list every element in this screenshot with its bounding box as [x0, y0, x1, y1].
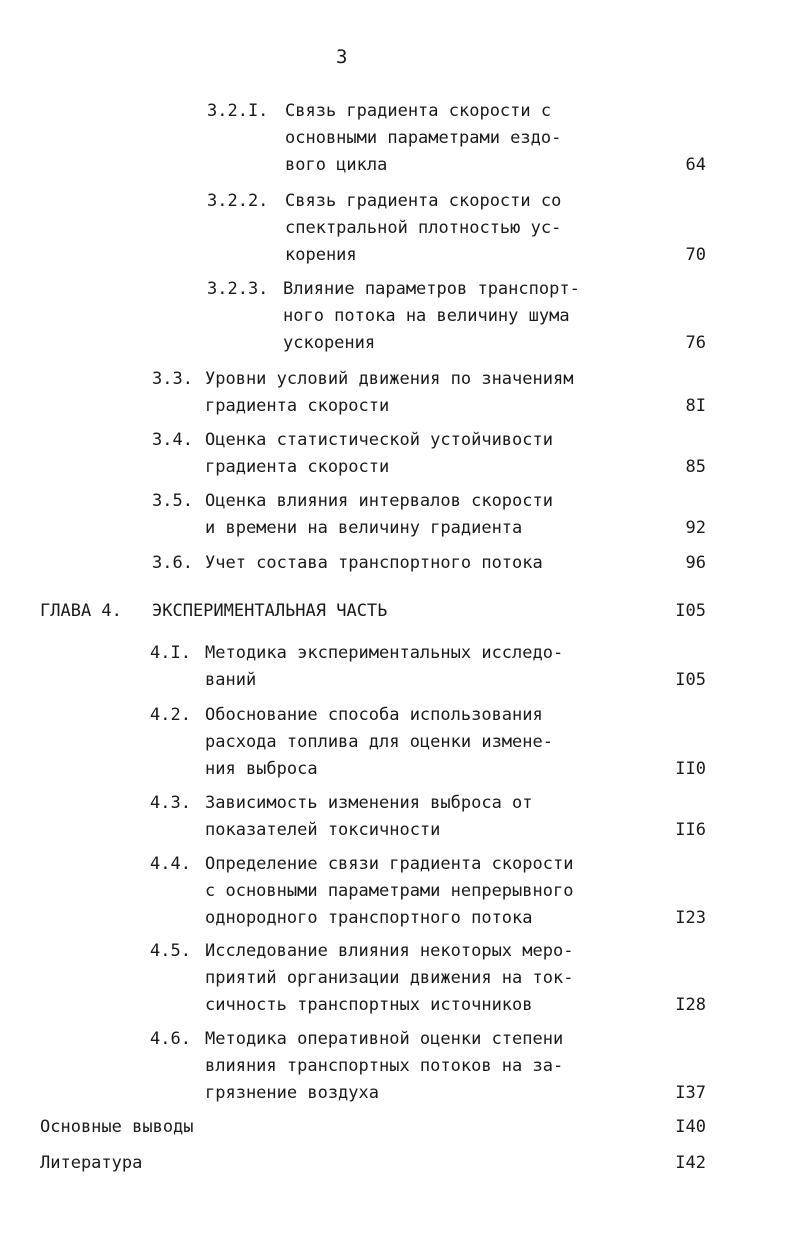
section-title-line: Определение связи градиента скорости: [205, 854, 574, 874]
page-ref: 76: [685, 333, 706, 353]
page-ref: II6: [675, 820, 706, 840]
section-number: 3.3.: [152, 369, 193, 389]
section-title-line: ного потока на величину шума: [283, 306, 570, 326]
section-number: 4.6.: [150, 1029, 191, 1049]
page-number: 3: [336, 46, 348, 68]
section-title-line: ускорения: [283, 333, 376, 353]
section-title-line: вого цикла: [285, 155, 388, 175]
section-number: ГЛАВА 4.: [40, 601, 122, 621]
section-title-line: Связь градиента скорости с: [285, 101, 552, 121]
section-title-line: расхода топлива для оценки измене-: [205, 732, 553, 752]
page-ref: 8I: [685, 396, 706, 416]
section-title-line: Литература: [40, 1153, 143, 1173]
section-title-line: ваний: [205, 670, 257, 690]
section-title-line: корения: [285, 245, 357, 265]
section-title-line: и времени на величину градиента: [205, 518, 523, 538]
section-title-line: градиента скорости: [205, 396, 390, 416]
page-ref: 92: [685, 518, 706, 538]
page-ref: I42: [675, 1153, 706, 1173]
section-number: 3.6.: [152, 553, 193, 573]
section-title-line: Учет состава транспортного потока: [205, 553, 543, 573]
section-number: 4.3.: [150, 793, 191, 813]
section-title-line: однородного транспортного потока: [205, 908, 533, 928]
section-title-line: спектральной плотностью ус-: [285, 218, 562, 238]
page-ref: 85: [685, 457, 706, 477]
section-title-line: грязнение воздуха: [205, 1083, 379, 1103]
section-title-line: Влияние параметров транспорт-: [283, 279, 580, 299]
section-number: 3.2.2.: [207, 191, 269, 211]
page-ref: I23: [675, 908, 706, 928]
page-ref: II0: [675, 759, 706, 779]
section-number: 4.I.: [150, 643, 191, 663]
page-ref: I05: [675, 601, 706, 621]
section-number: 3.4.: [152, 430, 193, 450]
section-number: 3.5.: [152, 491, 193, 511]
section-title-line: Методика экспериментальных исследо-: [205, 643, 564, 663]
section-number: 4.2.: [150, 705, 191, 725]
section-title-line: основными параметрами ездо-: [285, 128, 562, 148]
section-title-line: ния выброса: [205, 759, 318, 779]
section-number: 3.2.3.: [207, 279, 269, 299]
section-title-line: Исследование влияния некоторых меро-: [205, 941, 574, 961]
section-title-line: приятий организации движения на ток-: [205, 968, 574, 988]
section-title-line: градиента скорости: [205, 457, 390, 477]
section-title-line: показателей токсичности: [205, 820, 441, 840]
section-title-line: с основными параметрами непрерывного: [205, 881, 574, 901]
page-ref: 96: [685, 553, 706, 573]
page-ref: I05: [675, 670, 706, 690]
section-title-line: влияния транспортных потоков на за-: [205, 1056, 564, 1076]
section-number: 4.4.: [150, 854, 191, 874]
section-title-line: Связь градиента скорости со: [285, 191, 562, 211]
page-ref: I40: [675, 1117, 706, 1137]
section-number: 4.5.: [150, 941, 191, 961]
page-ref: 64: [685, 155, 706, 175]
section-title-line: Методика оперативной оценки степени: [205, 1029, 564, 1049]
section-title-line: Уровни условий движения по значениям: [205, 369, 574, 389]
section-title-line: Обоснование способа использования: [205, 705, 543, 725]
page-ref: I28: [675, 995, 706, 1015]
section-title-line: Оценка влияния интервалов скорости: [205, 491, 553, 511]
page-ref: 70: [685, 245, 706, 265]
section-title-line: сичность транспортных источников: [205, 995, 533, 1015]
page-ref: I37: [675, 1083, 706, 1103]
section-title-line: Основные выводы: [40, 1117, 194, 1137]
section-title-line: ЭКСПЕРИМЕНТАЛЬНАЯ ЧАСТЬ: [152, 601, 388, 621]
section-number: 3.2.I.: [207, 101, 269, 121]
section-title-line: Оценка статистической устойчивости: [205, 430, 553, 450]
section-title-line: Зависимость изменения выброса от: [205, 793, 533, 813]
